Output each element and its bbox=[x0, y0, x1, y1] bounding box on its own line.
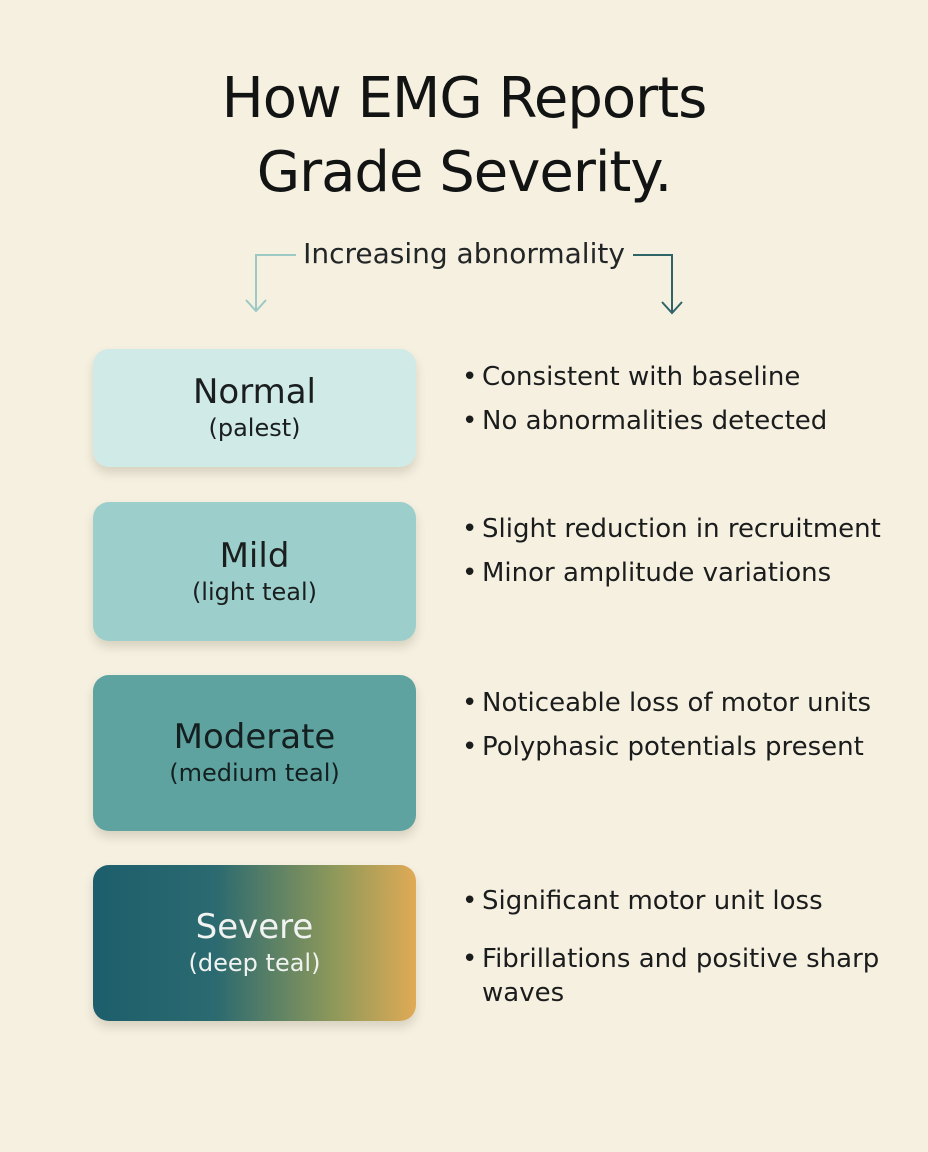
grade-bullets-normal bbox=[462, 360, 902, 438]
bullet-item: • Significant motor unit loss bbox=[462, 884, 902, 918]
grade-card-moderate bbox=[93, 675, 416, 831]
bullet-item: • Minor amplitude variations bbox=[462, 556, 902, 590]
bullet-item: • Consistent with baseline bbox=[462, 360, 902, 394]
grade-name: Mild bbox=[219, 535, 290, 576]
grade-name: Normal bbox=[192, 372, 317, 412]
grade-card-normal bbox=[93, 349, 416, 467]
grade-bullets-severe bbox=[462, 884, 902, 1010]
title-line-2: Grade Severity. bbox=[256, 140, 672, 205]
grade-card-mild bbox=[93, 502, 416, 641]
grade-name: Severe bbox=[195, 907, 314, 947]
title-line-1: How EMG Reports bbox=[221, 66, 707, 131]
grade-name: Moderate bbox=[173, 717, 336, 757]
axis-label: Increasing abnormality bbox=[303, 237, 625, 270]
bullet-item: • Fibrillations and positive sharp waves bbox=[462, 942, 902, 1010]
bullet-item: • Slight reduction in recruitment bbox=[462, 512, 902, 546]
grade-bullets-moderate bbox=[462, 686, 902, 764]
grade-bullets-mild bbox=[462, 512, 902, 590]
bullet-item: • Noticeable loss of motor units bbox=[462, 686, 902, 720]
grade-shade: (palest) bbox=[208, 414, 301, 442]
bullet-item: • Polyphasic potentials present bbox=[462, 730, 902, 764]
grade-shade: (deep teal) bbox=[188, 949, 321, 977]
grade-shade: (medium teal) bbox=[169, 759, 340, 787]
grade-shade: (light teal) bbox=[191, 577, 318, 606]
grade-card-severe bbox=[93, 865, 416, 1021]
severity-direction-arrows bbox=[0, 0, 928, 340]
bullet-item: • No abnormalities detected bbox=[462, 404, 902, 438]
